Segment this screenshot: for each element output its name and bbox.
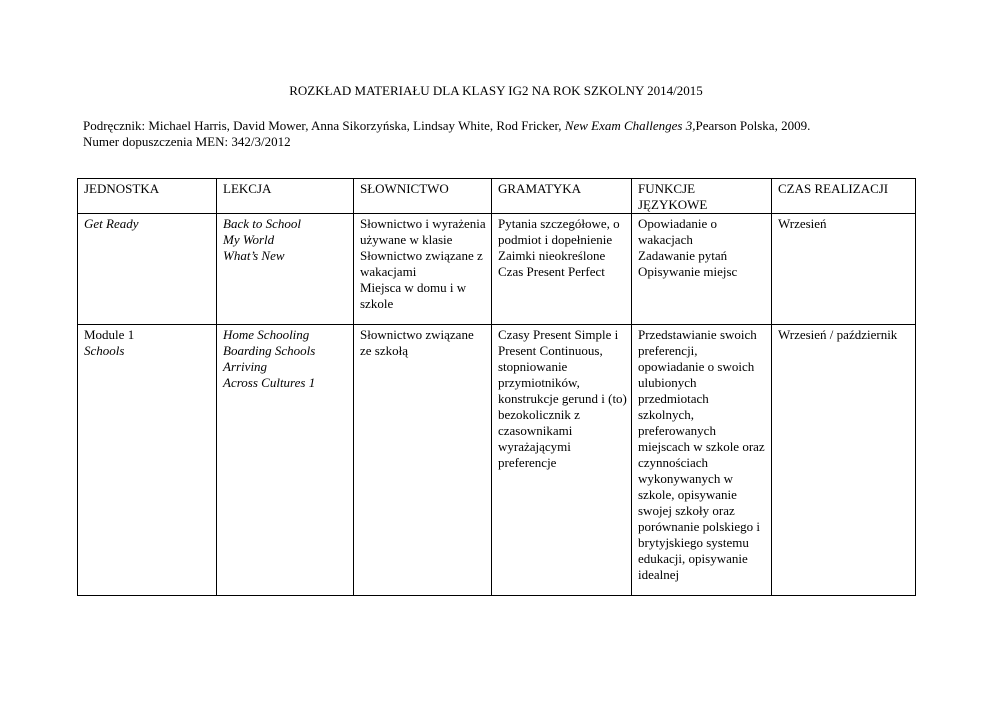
cell-lessons [217, 325, 354, 596]
cell-unit [78, 325, 217, 596]
table-header-row [78, 179, 916, 214]
header-unit: JEDNOSTKA [78, 179, 217, 214]
table-row [78, 214, 916, 325]
cell-time: Wrzesień [772, 214, 916, 325]
cell-unit [78, 214, 217, 325]
cell-grammar: Pytania szczegółowe, o podmiot i dopełnienie Zaimki nieokreślone Czas Present Perfect [492, 214, 632, 325]
cell-functions: Przedstawianie swoich preferencji, opowiadanie o swoich ulubionych przedmiotach szkolnych, preferowanych miejscach w szkole oraz czynnościach wykonywanych w szkole, opisywanie swojej szkoły oraz porównanie polskiego i brytyjskiego systemu edukacji, opisywanie idealnej [632, 325, 772, 596]
header-lesson: LEKCJA [217, 179, 354, 214]
lesson-item: Across Cultures 1 [223, 375, 316, 390]
header-time: CZAS REALIZACJI [772, 179, 916, 214]
cell-functions: Opowiadanie o wakacjach Zadawanie pytań Opisywanie miejsc [632, 214, 772, 325]
syllabus-table [77, 178, 916, 596]
header-grammar: GRAMATYKA [492, 179, 632, 214]
unit-name: Get Ready [84, 216, 139, 231]
header-functions: FUNKCJE JĘZYKOWE [632, 179, 772, 214]
cell-vocabulary: Słownictwo związane ze szkołą [354, 325, 492, 596]
page-title: ROZKŁAD MATERIAŁU DLA KLASY IG2 NA ROK SZKOLNY 2014/2015 [289, 83, 703, 98]
textbook-title: New Exam Challenges 3, [564, 118, 696, 133]
lesson-item: What’s New [223, 248, 285, 263]
cell-grammar: Czasy Present Simple i Present Continuous, stopniowanie przymiotników, konstrukcje gerund i (to) bezokolicznik z czasownikami wyrażającymi preferencje [492, 325, 632, 596]
lesson-item: Arriving [223, 359, 268, 374]
unit-name: Schools [84, 343, 125, 358]
lesson-item: My World [223, 232, 275, 247]
textbook-authors: Podręcznik: Michael Harris, David Mower, Anna Sikorzyńska, Lindsay White, Rod Fricker, [83, 118, 565, 133]
cell-vocabulary: Słownictwo i wyrażenia używane w klasie Słownictwo związane z wakacjami Miejsca w domu i w szkole [354, 214, 492, 325]
unit-number: Module 1 [84, 327, 135, 342]
table-row [78, 325, 916, 596]
cell-lessons [217, 214, 354, 325]
approval-number: Numer dopuszczenia MEN: 342/3/2012 [83, 134, 291, 149]
cell-time: Wrzesień / październik [772, 325, 916, 596]
lesson-item: Home Schooling [223, 327, 310, 342]
textbook-publisher: Pearson Polska, 2009. [695, 118, 811, 133]
header-vocabulary: SŁOWNICTWO [354, 179, 492, 214]
lesson-item: Boarding Schools [223, 343, 316, 358]
lesson-item: Back to School [223, 216, 301, 231]
textbook-line [83, 118, 810, 134]
